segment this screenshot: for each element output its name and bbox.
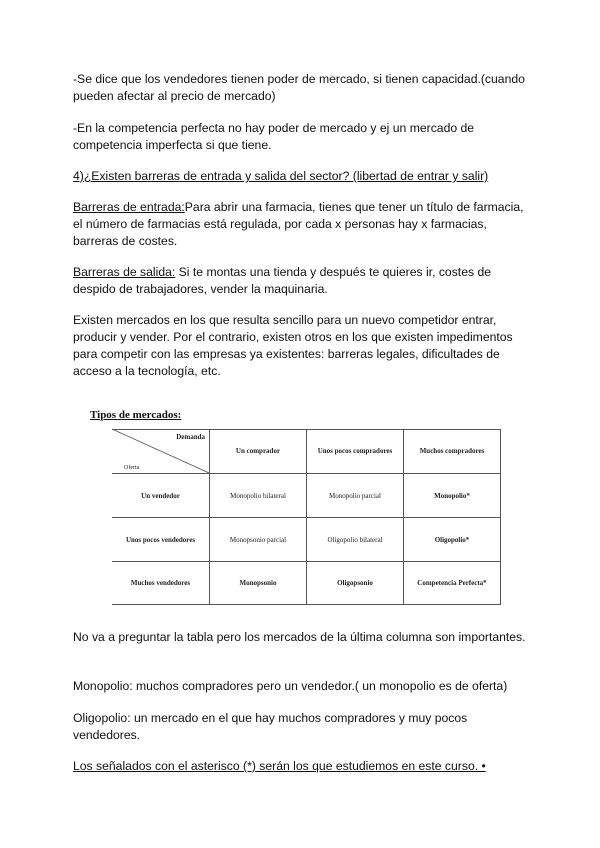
table-cell: Oligopolio bilateral <box>327 535 383 544</box>
section-heading-barriers: 4)¿Existen barreras de entrada y salida del sector? (libertad de entrar y salir) <box>73 169 489 183</box>
paragraph-markets-entry: Existen mercados en los que resulta sencillo para un nuevo competidor entrar, producir y vender. Por el contrario, existen otros en los que existen impedimentos para competir con las empresas ya existentes: barreras legales, dificultades de acceso a la tecnología, etc. <box>73 313 513 378</box>
table-border-right <box>500 429 501 605</box>
row-header: Unos pocos vendedores <box>125 535 196 544</box>
corner-demand-label: Demanda <box>176 433 205 441</box>
paragraph-entry-barriers <box>73 199 533 250</box>
table-cell: Monopolio parcial <box>329 491 381 500</box>
table-cell: Monopsonio parcial <box>229 535 287 544</box>
paragraph-asterisk-note: Los señalados con el asterisco (*) serán los que estudiemos en este curso. • <box>73 759 486 773</box>
row-header: Muchos vendedores <box>130 579 191 587</box>
table-cell: Competencia Perfecta* <box>417 579 487 587</box>
paragraph-monopolio: Monopolio: muchos compradores pero un vendedor.( un monopolio es de oferta) <box>73 679 508 693</box>
table-cell: Monopolio* <box>434 491 470 500</box>
paragraph-perfect-competition: -En la competencia perfecta no hay poder de mercado y ej un mercado de competencia imperfecta si que tiene. <box>73 121 475 152</box>
table-corner-cell <box>112 429 209 473</box>
table-title: Tipos de mercados: <box>90 409 182 421</box>
paragraph-table-note: No va a preguntar la tabla pero los mercados de la última columna son importantes. <box>73 630 526 644</box>
table-cell: Oligopsonio <box>337 579 373 587</box>
column-header: Muchos compradores <box>419 447 485 455</box>
paragraph-oligopolio: Oligopolio: un mercado en el que hay muchos compradores y muy pocos vendedores. <box>73 711 468 742</box>
paragraph-exit-barriers <box>73 264 533 298</box>
paragraph-market-power: -Se dice que los vendedores tienen poder de mercado, si tienen capacidad.(cuando pueden afectar al precio de mercado) <box>73 72 525 103</box>
table-cell: Monopolio bilateral <box>230 491 286 500</box>
entry-barriers-label: Barreras de entrada: <box>73 200 185 214</box>
market-types-table <box>112 429 501 605</box>
column-header: Unos pocos compradores <box>317 447 393 455</box>
table-cell: Monopsonio <box>239 579 277 587</box>
exit-barriers-text: Si te montas una tienda y después te quieres ir, costes de despido de trabajadores, vender la maquinaria. <box>73 265 492 296</box>
column-header: Un comprador <box>235 447 281 455</box>
table-cell: Oligopolio* <box>434 535 470 544</box>
exit-barriers-label: Barreras de salida: <box>73 265 176 279</box>
entry-barriers-text: Para abrir una farmacia, tienes que tener un título de farmacia, el número de farmacias está regulada, por cada x personas hay x farmacias, barreras de costes. <box>73 200 524 248</box>
corner-supply-label: Oferta <box>124 465 140 471</box>
row-header: Un vendedor <box>141 491 180 500</box>
